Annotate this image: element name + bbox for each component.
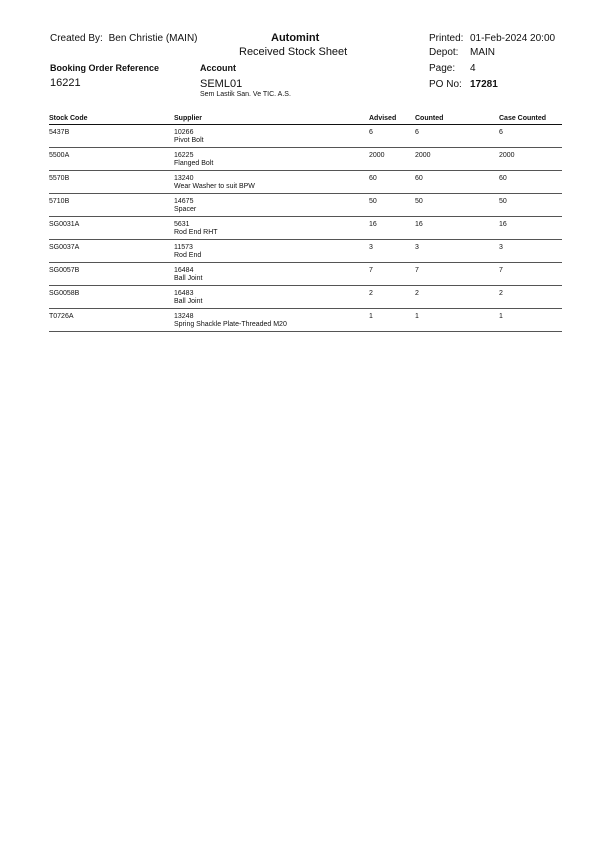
supplier-cell (174, 148, 369, 171)
case-counted-text: 3 (499, 244, 503, 251)
stock-code-cell (49, 148, 174, 171)
counted-text: 1 (415, 313, 419, 320)
stock-code-cell (49, 309, 174, 332)
table-row (49, 286, 562, 309)
supplier-code-text: 10266 (174, 129, 194, 136)
counted-cell (415, 263, 499, 286)
code-text: SG0057B (49, 267, 80, 274)
supplier-cell (174, 309, 369, 332)
supplier-cell (174, 125, 369, 148)
description-text: Ball Joint (174, 298, 203, 305)
counted-text: 2 (415, 290, 419, 297)
code-text: 5500A (49, 152, 70, 159)
counted-cell (415, 286, 499, 309)
code-text: SG0031A (49, 221, 80, 228)
table-row (49, 125, 562, 148)
account-label: Account (200, 63, 236, 73)
stock-code-cell (49, 194, 174, 217)
table-row (49, 217, 562, 240)
case-counted-cell (499, 194, 562, 217)
advised-cell (369, 194, 415, 217)
case-counted-cell (499, 217, 562, 240)
table-row (49, 194, 562, 217)
sheet-title: Received Stock Sheet (239, 46, 348, 58)
advised-cell (369, 125, 415, 148)
counted-text: 7 (415, 267, 419, 274)
col-case-counted: Case Counted (499, 113, 562, 125)
po-label: PO No: (429, 79, 462, 90)
supplier-cell (174, 194, 369, 217)
case-counted-cell (499, 286, 562, 309)
case-counted-cell (499, 309, 562, 332)
description-text: Wear Washer to suit BPW (174, 183, 255, 190)
stock-code-cell (49, 125, 174, 148)
case-counted-cell (499, 125, 562, 148)
advised-cell (369, 309, 415, 332)
advised-cell (369, 148, 415, 171)
supplier-code-text: 16484 (174, 267, 194, 274)
supplier-cell (174, 217, 369, 240)
table-row (49, 148, 562, 171)
counted-text: 3 (415, 244, 419, 251)
case-counted-text: 60 (499, 175, 507, 182)
counted-text: 2000 (415, 152, 431, 159)
table-row (49, 263, 562, 286)
description-text: Rod End (174, 252, 202, 259)
case-counted-cell (499, 171, 562, 194)
advised-cell (369, 286, 415, 309)
table-row (49, 171, 562, 194)
advised-cell (369, 263, 415, 286)
advised-text: 6 (369, 129, 373, 136)
case-counted-cell (499, 263, 562, 286)
supplier-cell (174, 171, 369, 194)
code-text: 5437B (49, 129, 70, 136)
advised-text: 50 (369, 198, 377, 205)
page-value: 4 (470, 63, 476, 74)
case-counted-text: 2 (499, 290, 503, 297)
code-text: 5570B (49, 175, 70, 182)
code-text: SG0037A (49, 244, 80, 251)
stock-code-cell (49, 217, 174, 240)
supplier-code-text: 16483 (174, 290, 194, 297)
supplier-cell (174, 240, 369, 263)
description-text: Spacer (174, 206, 197, 213)
advised-text: 2 (369, 290, 373, 297)
case-counted-text: 50 (499, 198, 507, 205)
supplier-code-text: 13240 (174, 175, 194, 182)
printed-label: Printed: (429, 33, 464, 44)
supplier-code-text: 16225 (174, 152, 194, 159)
counted-text: 16 (415, 221, 423, 228)
created-by (50, 33, 198, 44)
description-text: Rod End RHT (174, 229, 218, 236)
supplier-code-text: 13248 (174, 313, 194, 320)
col-supplier: Supplier (174, 113, 369, 125)
supplier-cell (174, 286, 369, 309)
counted-cell (415, 194, 499, 217)
table-row (49, 240, 562, 263)
advised-cell (369, 217, 415, 240)
description-text: Flanged Bolt (174, 160, 214, 167)
booking-value: 16221 (50, 77, 81, 89)
counted-text: 6 (415, 129, 419, 136)
case-counted-text: 6 (499, 129, 503, 136)
description-text: Spring Shackle Plate-Threaded M20 (174, 321, 287, 328)
created-by-value: Ben Christie (MAIN) (108, 33, 198, 44)
description-text: Pivot Bolt (174, 137, 204, 144)
po-value: 17281 (470, 79, 498, 90)
supplier-code-text: 5631 (174, 221, 190, 228)
account-code: SEML01 (200, 78, 243, 90)
case-counted-text: 2000 (499, 152, 515, 159)
supplier-code-text: 14675 (174, 198, 194, 205)
company-name: Automint (271, 32, 320, 44)
case-counted-text: 1 (499, 313, 503, 320)
counted-cell (415, 125, 499, 148)
description-text: Ball Joint (174, 275, 203, 282)
booking-label: Booking Order Reference (50, 63, 160, 73)
depot-label: Depot: (429, 47, 459, 58)
case-counted-text: 16 (499, 221, 507, 228)
stock-code-cell (49, 240, 174, 263)
code-text: T0726A (49, 313, 74, 320)
depot-value: MAIN (470, 47, 495, 58)
advised-cell (369, 171, 415, 194)
advised-text: 7 (369, 267, 373, 274)
counted-cell (415, 148, 499, 171)
case-counted-cell (499, 148, 562, 171)
advised-cell (369, 240, 415, 263)
counted-cell (415, 217, 499, 240)
col-counted: Counted (415, 113, 499, 125)
supplier-code-text: 11573 (174, 244, 193, 251)
table-row (49, 309, 562, 332)
advised-text: 1 (369, 313, 373, 320)
table-header-row (49, 113, 562, 125)
case-counted-cell (499, 240, 562, 263)
stock-code-cell (49, 171, 174, 194)
counted-text: 50 (415, 198, 423, 205)
col-stock-code: Stock Code (49, 113, 174, 125)
counted-cell (415, 309, 499, 332)
counted-text: 60 (415, 175, 423, 182)
advised-text: 16 (369, 221, 377, 228)
counted-cell (415, 240, 499, 263)
stock-table (49, 113, 562, 332)
advised-text: 3 (369, 244, 373, 251)
advised-text: 2000 (369, 152, 385, 159)
col-advised: Advised (369, 113, 415, 125)
code-text: SG0058B (49, 290, 80, 297)
page-label: Page: (429, 63, 456, 74)
counted-cell (415, 171, 499, 194)
created-by-label: Created By: (50, 33, 103, 44)
account-name: Sem Lastik San. Ve TIC. A.S. (200, 91, 291, 98)
advised-text: 60 (369, 175, 377, 182)
supplier-cell (174, 263, 369, 286)
stock-code-cell (49, 286, 174, 309)
case-counted-text: 7 (499, 267, 503, 274)
code-text: 5710B (49, 198, 70, 205)
stock-code-cell (49, 263, 174, 286)
printed-value: 01-Feb-2024 20:00 (470, 33, 556, 44)
